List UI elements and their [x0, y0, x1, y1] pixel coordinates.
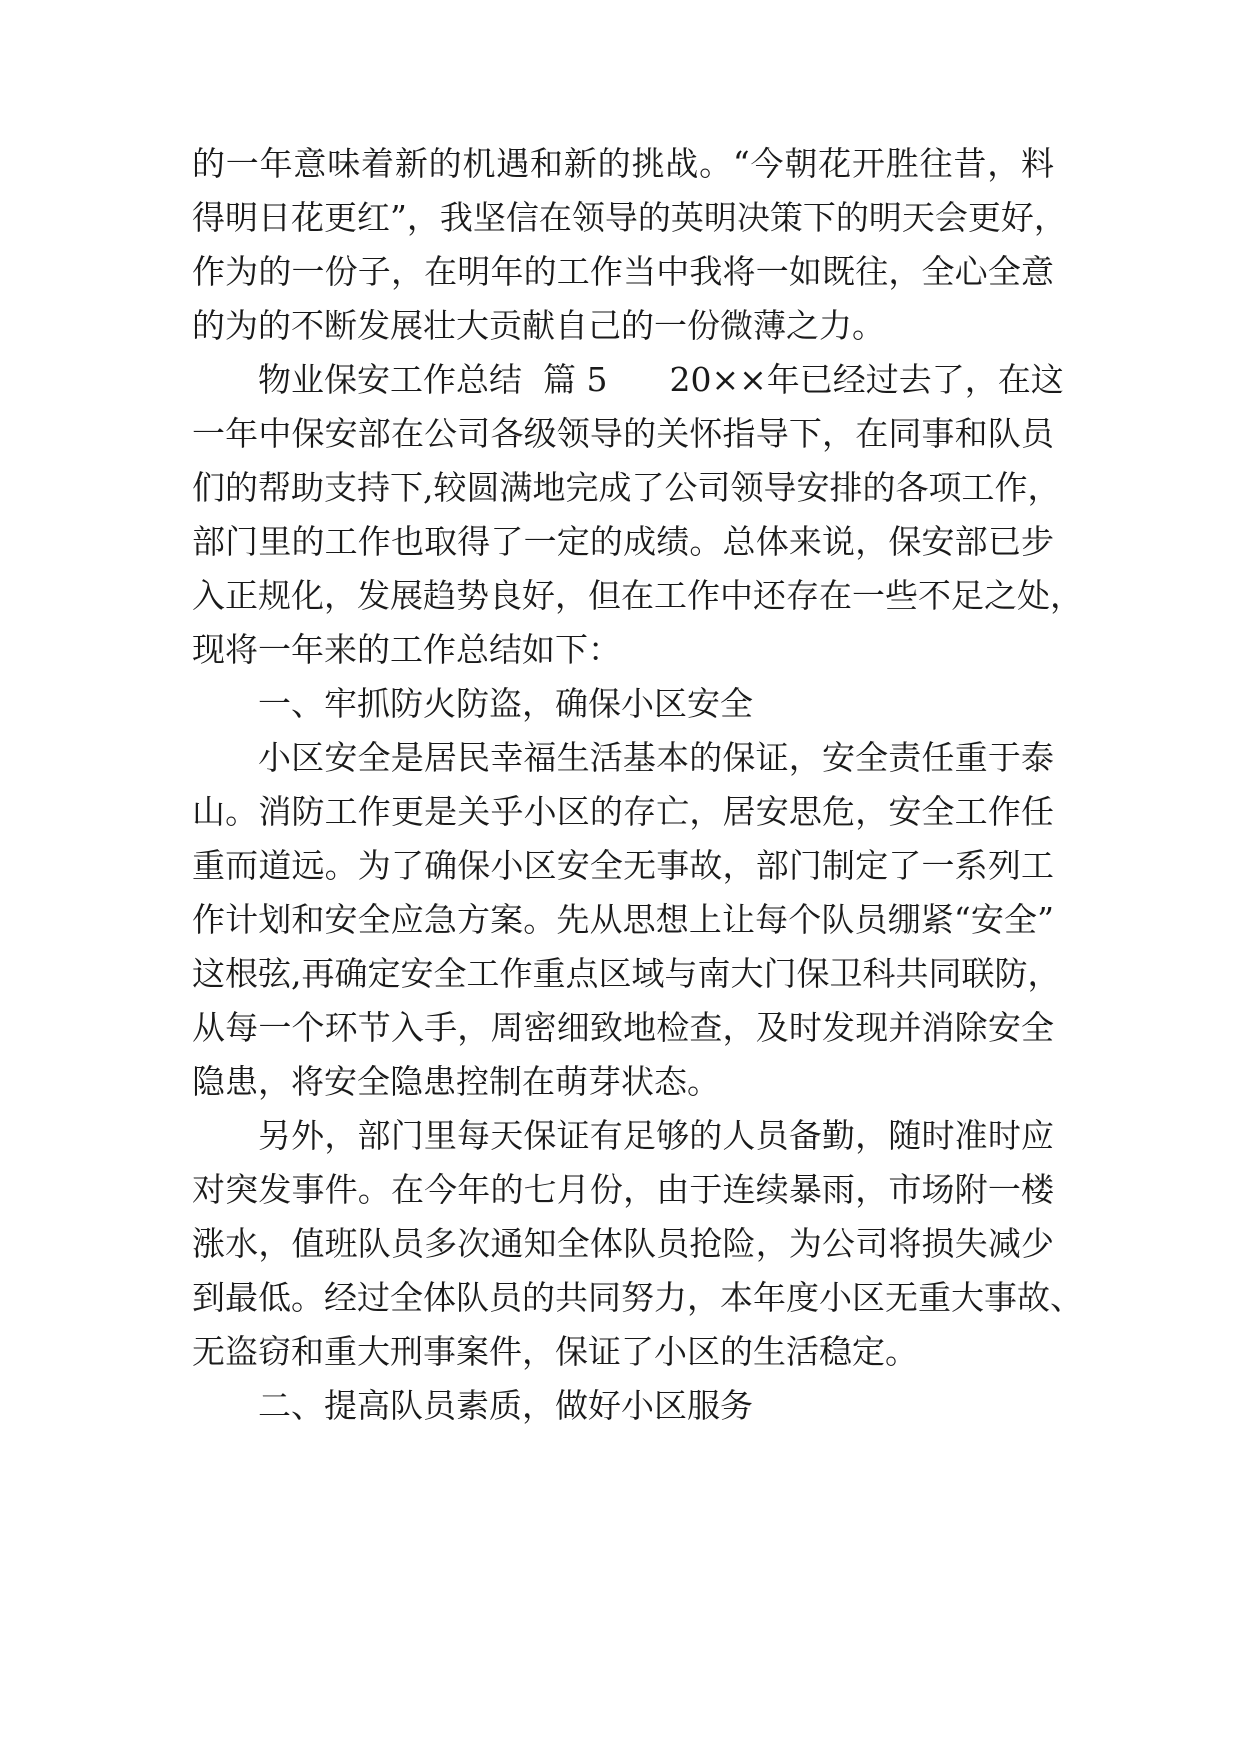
text-line: 现将一年来的工作总结如下：	[192, 630, 621, 669]
section-heading-line	[258, 350, 1064, 410]
text-fragment: 20××年已经过去了，在这	[669, 360, 1064, 399]
text-line: 作为的一份子，在明年的工作当中我将一如既往，全心全意	[192, 252, 1054, 291]
text-line: 隐患，将安全隐患控制在萌芽状态。	[192, 1062, 720, 1101]
text-line: 到最低。经过全体队员的共同努力，本年度小区无重大事故、	[192, 1278, 1083, 1317]
text-line: 的为的不断发展壮大贡献自己的一份微薄之力。	[192, 306, 885, 345]
subheading: 二、提高队员素质，做好小区服务	[258, 1386, 753, 1425]
subheading: 一、牢抓防火防盗，确保小区安全	[258, 684, 753, 723]
text-line: 这根弦,再确定安全工作重点区域与南大门保卫科共同联防，	[192, 954, 1061, 993]
text-line: 山。消防工作更是关乎小区的存亡，居安思危，安全工作任	[192, 792, 1054, 831]
text-line: 无盗窃和重大刑事案件，保证了小区的生活稳定。	[192, 1332, 918, 1371]
text-line: 部门里的工作也取得了一定的成绩。总体来说，保安部已步	[192, 522, 1054, 561]
text-line: 入正规化，发展趋势良好，但在工作中还存在一些不足之处，	[192, 576, 1083, 615]
text-line: 作计划和安全应急方案。先从思想上让每个队员绷紧“安全”	[192, 900, 1054, 939]
text-line: 对突发事件。在今年的七月份，由于连续暴雨，市场附一楼	[192, 1170, 1054, 1209]
text-line: 另外，部门里每天保证有足够的人员备勤，随时准时应	[258, 1116, 1054, 1155]
text-line: 重而道远。为了确保小区安全无事故，部门制定了一系列工	[192, 846, 1054, 885]
text-line: 涨水，值班队员多次通知全体队员抢险，为公司将损失减少	[192, 1224, 1054, 1263]
text-line: 们的帮助支持下,较圆满地完成了公司领导安排的各项工作，	[192, 468, 1061, 507]
text-line: 小区安全是居民幸福生活基本的保证，安全责任重于泰	[258, 738, 1054, 777]
text-line: 一年中保安部在公司各级领导的关怀指导下，在同事和队员	[192, 414, 1054, 453]
text-line: 得明日花更红”，我坚信在领导的英明决策下的明天会更好，	[192, 198, 1067, 237]
text-line: 的一年意味着新的机遇和新的挑战。“今朝花开胜往昔，料	[192, 144, 1054, 183]
text-line: 从每一个环节入手，周密细致地检查，及时发现并消除安全	[192, 1008, 1054, 1047]
section-heading: 物业保安工作总结 篇 5	[258, 360, 608, 399]
